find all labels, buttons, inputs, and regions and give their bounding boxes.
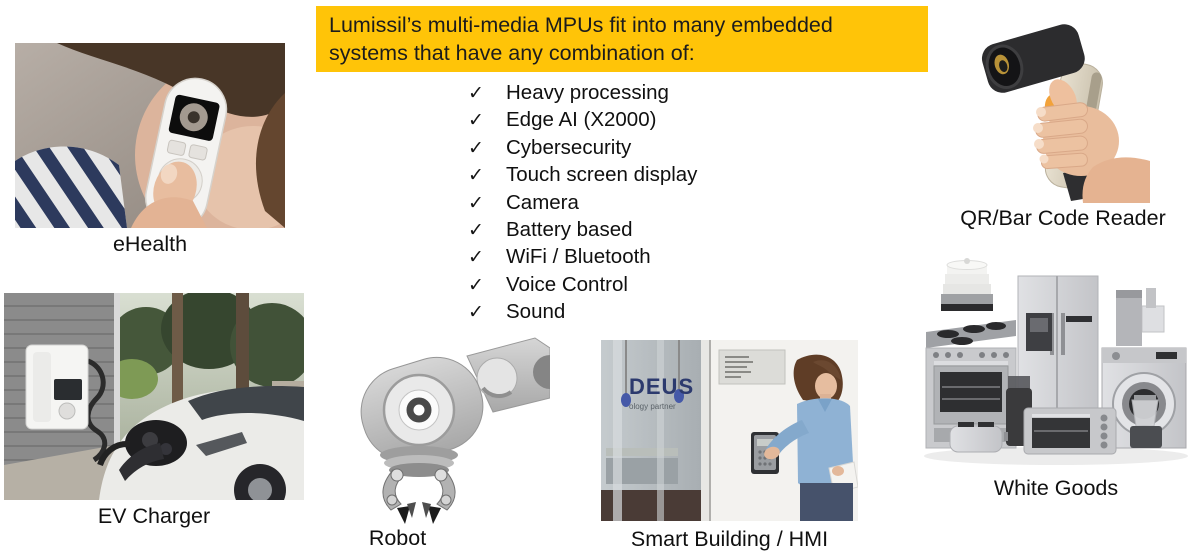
checklist-item-label: WiFi / Bluetooth — [506, 245, 651, 269]
figure-robot — [345, 336, 550, 551]
figure-white-goods — [920, 258, 1192, 501]
checklist-item-label: Battery based — [506, 217, 633, 241]
checklist-item — [468, 191, 697, 218]
figure-caption: White Goods — [993, 476, 1119, 500]
figure-smart-building — [601, 340, 858, 552]
robot-photo — [345, 336, 550, 526]
figure-ehealth — [15, 43, 285, 257]
figure-qr-reader — [960, 5, 1166, 231]
smart-building-photo — [601, 340, 858, 521]
figure-caption: eHealth — [112, 232, 188, 256]
checklist-item — [468, 273, 697, 300]
checkmark-icon: ✓ — [468, 247, 484, 269]
checkmark-icon: ✓ — [468, 302, 484, 324]
ehealth-photo — [15, 43, 285, 228]
checklist-item-label: Voice Control — [506, 272, 628, 296]
figure-caption: EV Charger — [97, 504, 211, 528]
checklist-item — [468, 163, 697, 190]
checkmark-icon: ✓ — [468, 83, 484, 104]
checklist-item-label: Cybersecurity — [506, 135, 632, 159]
deus-sign-subtext: ology partner — [629, 402, 676, 411]
checklist-item-label: Camera — [506, 190, 579, 214]
checklist-item-label: Touch screen display — [506, 163, 698, 187]
checklist-item — [468, 81, 697, 108]
figure-caption: Robot — [368, 526, 427, 550]
checklist-item — [468, 300, 697, 327]
feature-checklist — [468, 81, 697, 328]
checklist-item — [468, 108, 697, 135]
figure-caption: QR/Bar Code Reader — [960, 206, 1166, 230]
checklist-item-label: Sound — [506, 300, 566, 324]
qr-reader-photo — [975, 5, 1150, 203]
checklist-item-label: Edge AI (X2000) — [506, 108, 657, 132]
figure-ev-charger — [4, 293, 304, 529]
checkmark-icon: ✓ — [468, 110, 484, 132]
figure-caption: Smart Building / HMI — [630, 527, 829, 551]
checkmark-icon: ✓ — [468, 219, 484, 241]
white-goods-photo — [920, 258, 1192, 468]
checkmark-icon: ✓ — [468, 137, 484, 159]
header-banner — [316, 6, 928, 72]
checklist-item-label: Heavy processing — [506, 81, 669, 104]
checkmark-icon: ✓ — [468, 274, 484, 296]
checklist-item — [468, 245, 697, 272]
checklist-item — [468, 136, 697, 163]
header-line-1: Lumissil’s multi-media MPUs fit into many embedded — [329, 13, 833, 37]
ev-charger-photo — [4, 293, 304, 500]
deus-sign-text: DEUS — [629, 374, 695, 399]
checklist-item — [468, 218, 697, 245]
checkmark-icon: ✓ — [468, 165, 484, 187]
checkmark-icon: ✓ — [468, 192, 484, 214]
header-line-2: systems that have any combination of: — [329, 41, 695, 65]
